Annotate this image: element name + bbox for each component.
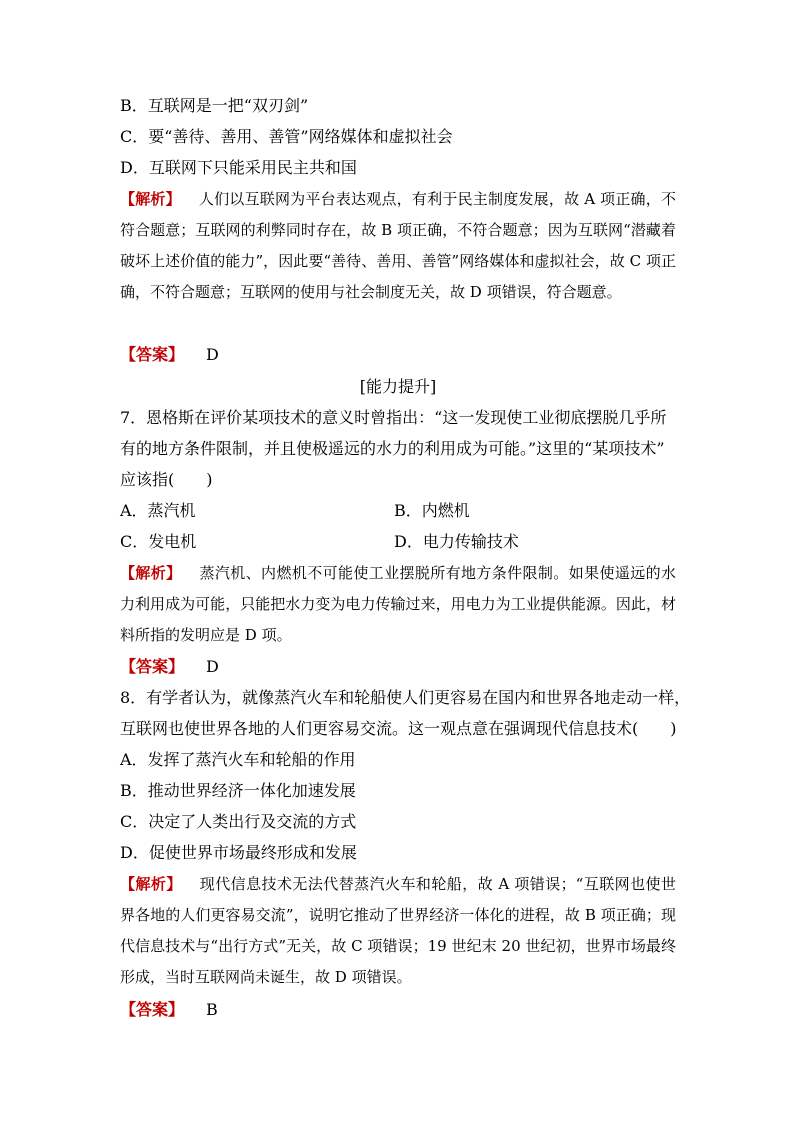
q8-answer [120, 1000, 680, 1020]
q7-option-a: A．蒸汽机 [120, 501, 196, 520]
q6-option-b: B．互联网是一把“双刃剑” [120, 96, 309, 115]
q8-analysis [120, 869, 676, 994]
q7-stem-line1: 7．恩格斯在评价某项技术的意义时曾指出：“这一发现使工业彻底摆脱几乎所 [120, 408, 667, 427]
q7-option-d: D．电力传输技术 [394, 532, 519, 551]
q7-stem-line2: 有的地方条件限制，并且使极遥远的水力的利用成为可能。”这里的“某项技术” [120, 439, 665, 458]
q7-option-c: C．发电机 [120, 532, 197, 551]
answer-label: 【答案】 [120, 657, 185, 676]
q7-analysis [120, 558, 676, 652]
section-title: [能力提升] [359, 377, 437, 396]
analysis-label: 【解析】 [120, 564, 182, 582]
q7-option-row2 [120, 532, 680, 552]
q8-stem-line2: 互联网也使世界各地的人们更容易交流。这一观点意在强调现代信息技术( ) [120, 719, 677, 738]
analysis-label: 【解析】 [120, 190, 181, 208]
answer-value: D [206, 657, 219, 676]
q8-option-c: C．决定了人类出行及交流的方式 [120, 812, 357, 831]
q8-option-d: D．促使世界市场最终形成和发展 [120, 843, 357, 862]
q6-analysis [120, 184, 676, 339]
q8-option-b: B．推动世界经济一体化加速发展 [120, 781, 356, 800]
q7-option-row1 [120, 501, 680, 521]
answer-label: 【答案】 [120, 345, 185, 364]
q7-option-b: B．内燃机 [394, 501, 470, 520]
q8-stem-line1: 8．有学者认为，就像蒸汽火车和轮船使人们更容易在国内和世界各地走动一样， [120, 688, 691, 707]
q6-option-d: D．互联网下只能采用民主共和国 [120, 158, 357, 177]
analysis-text: 人们以互联网为平台表达观点，有利于民主制度发展，故 A 项正确，不符合题意；互联网的利弊同时存在，故 B 项正确，不符合题意；因为互联网“潜藏着破坏上述价值的能力”，因此要“善待、善用、善管”网络媒体和虚拟社会，故 C 项正确，不符合题意；互联网的使用与社会制度无关，故 D 项错误，符合题意。 [120, 190, 676, 301]
q6-option-c: C．要“善待、善用、善管”网络媒体和虚拟社会 [120, 127, 453, 146]
answer-value: B [206, 1000, 218, 1019]
q7-answer [120, 657, 680, 677]
q8-option-a: A．发挥了蒸汽火车和轮船的作用 [120, 750, 356, 769]
q6-answer [120, 345, 680, 365]
answer-label: 【答案】 [120, 1000, 185, 1019]
analysis-text: 现代信息技术无法代替蒸汽火车和轮船，故 A 项错误；“互联网也使世界各地的人们更容易交流”，说明它推动了世界经济一体化的进程，故 B 项正确；现代信息技术与“出行方式”无关，故 C 项错误；19 世纪末 20 世纪初，世界市场最终形成，当时互联网尚未诞生，故 D 项错误。 [120, 875, 676, 986]
analysis-text: 蒸汽机、内燃机不可能使工业摆脱所有地方条件限制。如果使遥远的水力利用成为可能，只能把水力变为电力传输过来，用电力为工业提供能源。因此，材料所指的发明应是 D 项。 [120, 564, 676, 644]
analysis-label: 【解析】 [120, 875, 182, 893]
answer-value: D [206, 345, 219, 364]
q7-stem-line3: 应该指( ) [120, 470, 213, 489]
